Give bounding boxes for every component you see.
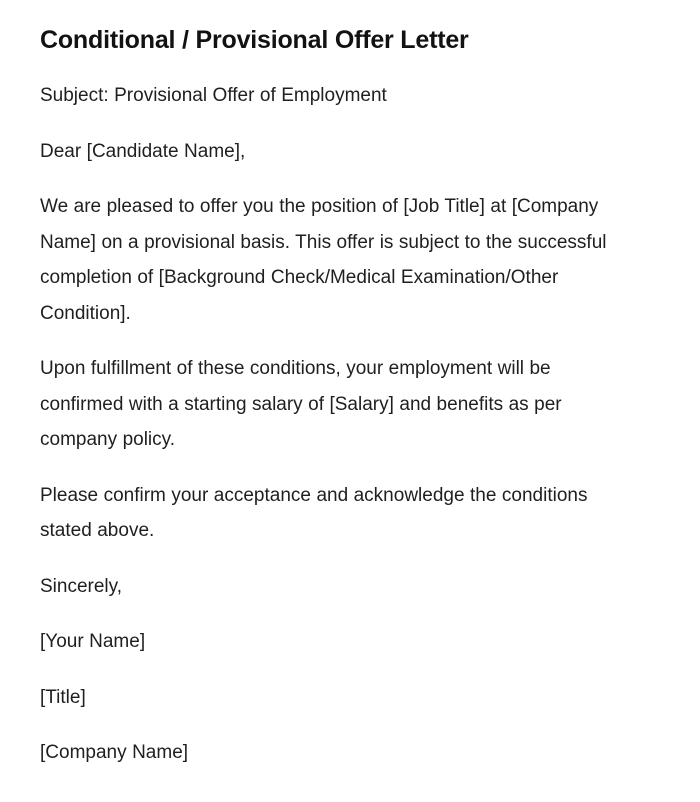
- signature-title: [Title]: [40, 686, 86, 708]
- body-paragraph-acceptance: Please confirm your acceptance and acknowledge the conditions stated above.: [40, 484, 588, 541]
- signature-your-name: [Your Name]: [40, 631, 146, 652]
- closing-line: Sincerely,: [40, 575, 123, 597]
- salutation: Dear [Candidate Name],: [40, 140, 246, 162]
- subject-line: Subject: Provisional Offer of Employment: [40, 85, 387, 106]
- body-paragraph-conditions: Upon fulfillment of these conditions, your employment will be confirmed with a starting salary of [Salary] and benefits as per company policy.: [40, 358, 562, 450]
- page-title: Conditional / Provisional Offer Letter: [40, 26, 469, 54]
- body-paragraph-offer: We are pleased to offer you the position of [Job Title] at [Company Name] on a provisional basis. This offer is subject to the successful completion of [Background Check/Medical Examination/Other Condition].: [40, 196, 607, 324]
- signature-company-name: [Company Name]: [40, 742, 189, 763]
